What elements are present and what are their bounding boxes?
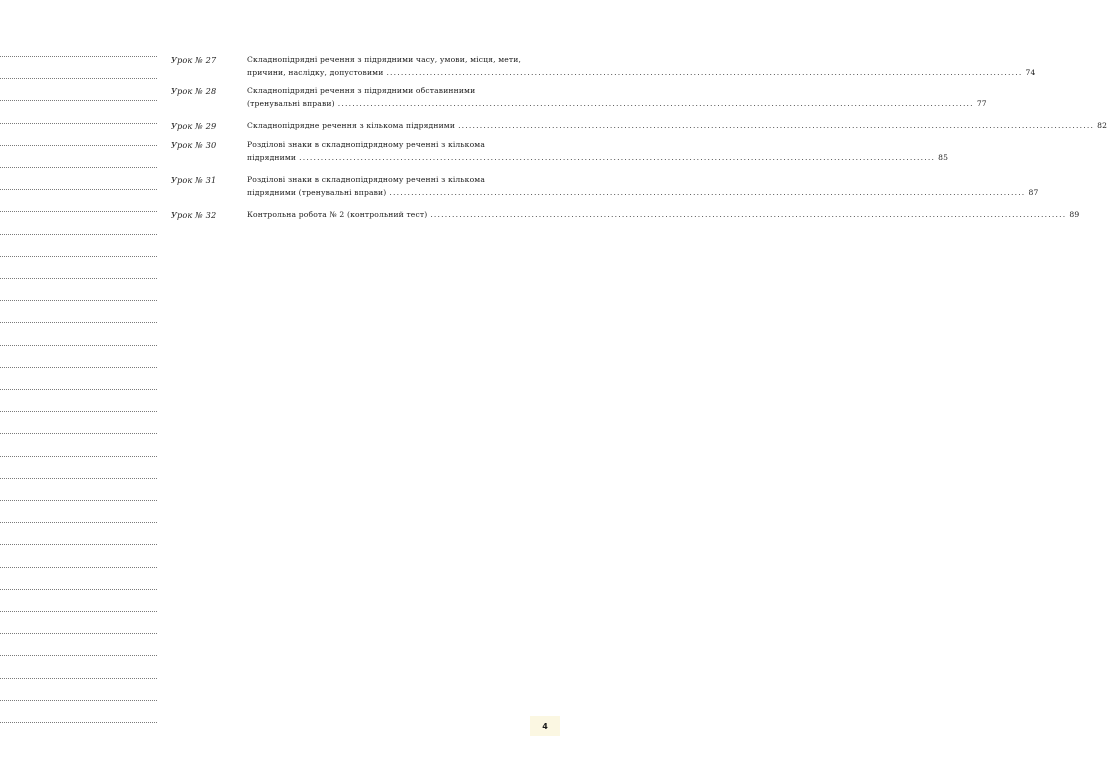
toc-entry-title <box>247 54 1035 79</box>
note-line <box>0 256 157 257</box>
toc-entry <box>171 174 1039 199</box>
toc-dot-leader <box>430 209 1066 222</box>
note-line <box>0 589 157 590</box>
toc-page-number: 87 <box>1028 187 1039 197</box>
toc-entry <box>171 85 987 110</box>
toc-title-line: Складнопідрядне речення з кількома підрядними <box>247 121 456 130</box>
toc-lesson-label: Урок № 32 <box>171 210 217 220</box>
note-line <box>0 100 157 101</box>
page-number <box>530 716 560 736</box>
note-line <box>0 722 157 723</box>
note-line <box>0 700 157 701</box>
toc-last-line <box>247 187 1038 200</box>
toc-entry-title <box>247 209 1079 222</box>
toc-page-number: 74 <box>1025 67 1036 77</box>
note-line <box>0 189 157 190</box>
toc-entry-title <box>247 139 948 164</box>
toc-page-number: 85 <box>938 152 949 162</box>
toc-last-line <box>247 120 1107 133</box>
page-number-text: 4 <box>542 721 548 731</box>
note-line <box>0 78 157 79</box>
toc-entry <box>171 209 1080 222</box>
toc-last-line <box>247 209 1079 222</box>
toc-entry-title <box>247 85 987 110</box>
toc-title-line: (тренувальні вправи) <box>247 98 335 108</box>
note-line <box>0 234 157 235</box>
note-line <box>0 433 157 434</box>
note-line <box>0 567 157 568</box>
toc-lesson-label: Урок № 27 <box>171 55 217 65</box>
note-line <box>0 123 157 124</box>
note-line <box>0 322 157 323</box>
toc-title-line: Розділові знаки в складнопідрядному реченні з кількома <box>247 140 486 149</box>
note-line <box>0 300 157 301</box>
toc-last-line <box>247 98 987 111</box>
toc-lesson-label: Урок № 31 <box>171 175 217 185</box>
toc-title-line: Розділові знаки в складнопідрядному реченні з кількома <box>247 175 486 184</box>
note-line <box>0 345 157 346</box>
toc-dot-leader <box>386 67 1022 80</box>
note-line <box>0 367 157 368</box>
note-line <box>0 544 157 545</box>
toc-page-number: 89 <box>1069 210 1080 219</box>
toc-last-line <box>247 67 1035 80</box>
table-of-contents <box>171 54 1107 222</box>
notes-lines-area <box>0 0 157 765</box>
toc-dot-leader <box>458 120 1094 133</box>
note-line <box>0 633 157 634</box>
toc-entry <box>171 54 1036 79</box>
toc-dot-leader <box>389 187 1025 200</box>
note-line <box>0 56 157 57</box>
toc-title-line: підрядними (тренувальні вправи) <box>247 187 387 197</box>
toc-last-line <box>247 152 948 165</box>
note-line <box>0 611 157 612</box>
toc-entry-title <box>247 174 1038 199</box>
note-line <box>0 456 157 457</box>
toc-entry <box>171 120 1107 133</box>
toc-lesson-label: Урок № 29 <box>171 121 217 131</box>
toc-title-line: Складнопідрядні речення з підрядними часу, умови, місця, мети, <box>247 55 522 64</box>
toc-title-line: підрядними <box>247 152 297 162</box>
note-line <box>0 678 157 679</box>
toc-page-number: 77 <box>976 98 987 108</box>
note-line <box>0 522 157 523</box>
toc-entry-title <box>247 120 1107 133</box>
note-line <box>0 478 157 479</box>
note-line <box>0 278 157 279</box>
note-line <box>0 411 157 412</box>
note-line <box>0 145 157 146</box>
note-line <box>0 655 157 656</box>
note-line <box>0 211 157 212</box>
toc-dot-leader <box>338 98 974 111</box>
toc-lesson-label: Урок № 28 <box>171 86 217 96</box>
toc-entry <box>171 139 949 164</box>
toc-page-number: 82 <box>1097 121 1107 130</box>
note-line <box>0 167 157 168</box>
toc-title-line: Складнопідрядні речення з підрядними обставинними <box>247 86 476 95</box>
note-line <box>0 500 157 501</box>
toc-title-line: причини, наслідку, допустовими <box>247 67 384 77</box>
note-line <box>0 389 157 390</box>
toc-dot-leader <box>299 152 935 165</box>
toc-lesson-label: Урок № 30 <box>171 140 217 150</box>
toc-title-line: Контрольна робота № 2 (контрольний тест) <box>247 210 428 219</box>
